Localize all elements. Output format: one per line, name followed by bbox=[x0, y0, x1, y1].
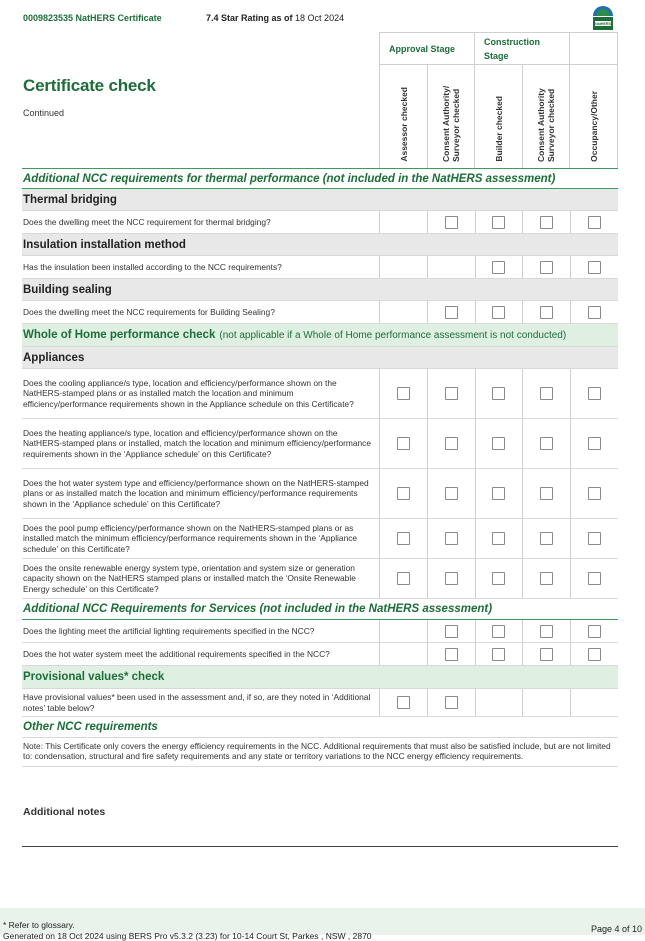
column-header-label: Occupancy/Other bbox=[589, 91, 599, 162]
cell bbox=[570, 369, 618, 418]
checkbox[interactable] bbox=[492, 306, 505, 319]
subsection-appliances: Appliances bbox=[22, 347, 618, 369]
cell bbox=[570, 559, 618, 598]
checkbox[interactable] bbox=[492, 261, 505, 274]
rating-date: 18 Oct 2024 bbox=[295, 13, 345, 23]
checkbox[interactable] bbox=[540, 216, 553, 229]
checkbox[interactable] bbox=[445, 648, 458, 661]
checkbox[interactable] bbox=[397, 572, 410, 585]
additional-notes-heading: Additional notes bbox=[23, 806, 106, 818]
checkbox[interactable] bbox=[397, 437, 410, 450]
cell bbox=[427, 469, 475, 518]
cell bbox=[427, 620, 475, 642]
section-whole-of-home-note: (not applicable if a Whole of Home performance assessment is not conducted) bbox=[219, 329, 567, 341]
checkbox[interactable] bbox=[492, 216, 505, 229]
generated-note: Generated on 18 Oct 2024 using BERS Pro v5.3.2 (3.23) for 10-14 Court St, Parkes , NSW , 2870 bbox=[3, 931, 372, 941]
page-number: Page 4 of 10 bbox=[590, 924, 642, 934]
checkbox[interactable] bbox=[445, 437, 458, 450]
checkbox[interactable] bbox=[397, 532, 410, 545]
other-ncc-note: Note: This Certificate only covers the energy efficiency requirements in the NCC. Additional requirements that must also be satisfied include, but are not limited to: condensation, structural and fire safety requirements and any state or territory variations to the NCC energy efficiency requirements. bbox=[22, 738, 618, 767]
column-header-label: Consent Authority/ Surveyor checked bbox=[441, 85, 461, 162]
header-stage-line bbox=[379, 64, 618, 65]
cell-empty bbox=[427, 256, 475, 278]
table-row bbox=[22, 419, 618, 469]
section-additional-ncc: Additional NCC requirements for thermal performance (not included in the NatHERS assessment) bbox=[22, 168, 618, 189]
checkbox[interactable] bbox=[540, 261, 553, 274]
checkbox[interactable] bbox=[492, 625, 505, 638]
cell bbox=[522, 369, 570, 418]
table-row bbox=[22, 689, 618, 717]
checkbox[interactable] bbox=[588, 216, 601, 229]
cell bbox=[570, 519, 618, 558]
cell bbox=[522, 643, 570, 665]
checkbox[interactable] bbox=[445, 216, 458, 229]
subsection-insulation: Insulation installation method bbox=[22, 234, 618, 256]
checkbox[interactable] bbox=[397, 487, 410, 500]
checkbox[interactable] bbox=[445, 532, 458, 545]
section-whole-of-home-title: Whole of Home performance check bbox=[23, 329, 216, 341]
checkbox[interactable] bbox=[588, 572, 601, 585]
checkbox[interactable] bbox=[445, 306, 458, 319]
cell bbox=[522, 469, 570, 518]
checkbox[interactable] bbox=[445, 696, 458, 709]
cell bbox=[379, 559, 427, 598]
checkbox[interactable] bbox=[540, 387, 553, 400]
table-row bbox=[22, 256, 618, 279]
cell bbox=[475, 369, 523, 418]
page-subtitle: Continued bbox=[23, 108, 65, 118]
cell-empty bbox=[570, 689, 618, 716]
column-header-occupancy bbox=[570, 66, 618, 166]
question-text: Does the lighting meet the artificial lighting requirements specified in the NCC? bbox=[23, 625, 315, 636]
cell-empty bbox=[379, 211, 427, 233]
column-header-assessor bbox=[380, 66, 428, 166]
cell bbox=[427, 519, 475, 558]
checkbox[interactable] bbox=[588, 437, 601, 450]
table-row bbox=[22, 620, 618, 643]
checkbox[interactable] bbox=[588, 648, 601, 661]
column-header-consent-approval bbox=[428, 66, 476, 166]
glossary-note: * Refer to glossary. bbox=[3, 920, 75, 930]
question-text: Have provisional values* been used in the assessment and, if so, are they noted in ‘Additional notes’ table below? bbox=[23, 692, 371, 713]
table-row bbox=[22, 211, 618, 234]
additional-notes-line bbox=[22, 846, 618, 847]
logo-text: NatHERS bbox=[595, 22, 611, 27]
approval-stage-heading: Approval Stage bbox=[389, 44, 456, 54]
table-row bbox=[22, 643, 618, 666]
checkbox[interactable] bbox=[540, 437, 553, 450]
table-row bbox=[22, 469, 618, 519]
cell-empty bbox=[522, 689, 570, 716]
page-header bbox=[23, 13, 345, 23]
cell bbox=[475, 211, 523, 233]
cell bbox=[427, 211, 475, 233]
cell bbox=[427, 369, 475, 418]
rating-label: 7.4 Star Rating as of bbox=[206, 13, 293, 23]
cell bbox=[522, 559, 570, 598]
checklist-table bbox=[22, 168, 618, 767]
cell bbox=[427, 689, 475, 716]
cell bbox=[475, 419, 523, 468]
cell bbox=[475, 643, 523, 665]
cell bbox=[522, 256, 570, 278]
checkbox[interactable] bbox=[540, 532, 553, 545]
cell bbox=[475, 301, 523, 323]
cell bbox=[379, 419, 427, 468]
cell-empty bbox=[475, 689, 523, 716]
question-text: Does the hot water system meet the additional requirements specified in the NCC? bbox=[23, 648, 330, 659]
cell-empty bbox=[379, 643, 427, 665]
cell bbox=[570, 256, 618, 278]
section-provisional: Provisional values* check bbox=[22, 666, 618, 689]
checkbox[interactable] bbox=[492, 387, 505, 400]
cell bbox=[522, 211, 570, 233]
page-footer bbox=[0, 908, 645, 941]
checkbox[interactable] bbox=[588, 261, 601, 274]
subsection-building-sealing: Building sealing bbox=[22, 279, 618, 301]
cell bbox=[379, 519, 427, 558]
cell-empty bbox=[379, 256, 427, 278]
question-text: Does the hot water system type and efficiency/performance shown on the NatHERS-stamped plans or as installed match the location and minimum efficiency/performance requirements shown in the ‘Appliance schedule’ on this Certificate? bbox=[23, 477, 369, 509]
checkbox[interactable] bbox=[492, 532, 505, 545]
cell bbox=[522, 419, 570, 468]
section-services: Additional NCC Requirements for Services (not included in the NatHERS assessment) bbox=[22, 599, 618, 620]
checkbox[interactable] bbox=[540, 625, 553, 638]
cell bbox=[570, 643, 618, 665]
cell bbox=[570, 301, 618, 323]
question-text: Has the insulation been installed according to the NCC requirements? bbox=[23, 261, 282, 272]
cell bbox=[522, 519, 570, 558]
table-row bbox=[22, 369, 618, 419]
checkbox[interactable] bbox=[492, 437, 505, 450]
cell bbox=[475, 469, 523, 518]
checkbox[interactable] bbox=[588, 387, 601, 400]
header-top-line bbox=[379, 32, 618, 33]
cell bbox=[522, 301, 570, 323]
column-header-label: Assessor checked bbox=[399, 87, 409, 162]
checkbox[interactable] bbox=[445, 487, 458, 500]
checkbox[interactable] bbox=[540, 648, 553, 661]
table-row bbox=[22, 519, 618, 559]
question-text: Does the cooling appliance/s type, location and efficiency/performance shown on the NatHERS-stamped plans or as installed match the location and minimum efficiency/performance requirements shown in the Appliance schedule on this Certificate? bbox=[23, 377, 354, 409]
nathers-logo-icon bbox=[590, 2, 616, 32]
cell bbox=[475, 519, 523, 558]
checkbox[interactable] bbox=[445, 625, 458, 638]
question-text: Does the dwelling meet the NCC requirements for Building Sealing? bbox=[23, 306, 275, 317]
column-header-builder bbox=[475, 66, 523, 166]
section-other-ncc: Other NCC requirements bbox=[22, 717, 618, 738]
table-row bbox=[22, 559, 618, 599]
checkbox[interactable] bbox=[492, 572, 505, 585]
cell-empty bbox=[379, 620, 427, 642]
cell bbox=[475, 256, 523, 278]
cell bbox=[570, 620, 618, 642]
cell bbox=[475, 559, 523, 598]
question-text: Does the onsite renewable energy system type, orientation and system size or generation capacity shown on the NatHERS stamped plans or installed match the ‘Onsite Renewable Energy schedule’ on this Certificate? bbox=[23, 562, 356, 594]
column-header-consent-construction bbox=[523, 66, 571, 166]
table-row bbox=[22, 301, 618, 324]
construction-stage-heading: Construction Stage bbox=[484, 37, 540, 61]
subsection-thermal-bridging: Thermal bridging bbox=[22, 189, 618, 211]
cell bbox=[379, 469, 427, 518]
checkbox[interactable] bbox=[397, 387, 410, 400]
checkbox[interactable] bbox=[397, 696, 410, 709]
column-header-label: Consent Authority Surveyor checked bbox=[536, 88, 556, 162]
checkbox[interactable] bbox=[492, 487, 505, 500]
cell bbox=[427, 301, 475, 323]
certificate-number: 0009823535 NatHERS Certificate bbox=[23, 13, 162, 23]
cell-empty bbox=[379, 301, 427, 323]
cell bbox=[570, 419, 618, 468]
cell bbox=[522, 620, 570, 642]
cell bbox=[379, 689, 427, 716]
checkbox[interactable] bbox=[588, 487, 601, 500]
cell bbox=[427, 559, 475, 598]
column-header-label: Builder checked bbox=[494, 96, 504, 162]
checkbox[interactable] bbox=[540, 487, 553, 500]
section-whole-of-home bbox=[22, 324, 618, 347]
question-text: Does the pool pump efficiency/performance shown on the NatHERS-stamped plans or as installed match the minimum efficiency/performance requirements shown in the ‘Appliance schedule’ on this Certificate? bbox=[23, 522, 358, 554]
page-title: Certificate check bbox=[23, 76, 156, 95]
checkbox[interactable] bbox=[540, 306, 553, 319]
checkbox[interactable] bbox=[445, 572, 458, 585]
checkbox[interactable] bbox=[492, 648, 505, 661]
question-text: Does the heating appliance/s type, location and efficiency/performance shown on the NatHERS-stamped plans or installed, match the location and minimum efficiency/performance requirements shown in the ‘Appliance schedule’ on this Certificate? bbox=[23, 427, 372, 459]
star-rating bbox=[206, 13, 344, 23]
checkbox[interactable] bbox=[588, 532, 601, 545]
checkbox[interactable] bbox=[445, 387, 458, 400]
checkbox[interactable] bbox=[588, 625, 601, 638]
cell bbox=[570, 469, 618, 518]
cell bbox=[475, 620, 523, 642]
cell bbox=[379, 369, 427, 418]
cell bbox=[427, 419, 475, 468]
checkbox[interactable] bbox=[588, 306, 601, 319]
checkbox[interactable] bbox=[540, 572, 553, 585]
question-text: Does the dwelling meet the NCC requirement for thermal bridging? bbox=[23, 216, 271, 227]
cell bbox=[427, 643, 475, 665]
cell bbox=[570, 211, 618, 233]
